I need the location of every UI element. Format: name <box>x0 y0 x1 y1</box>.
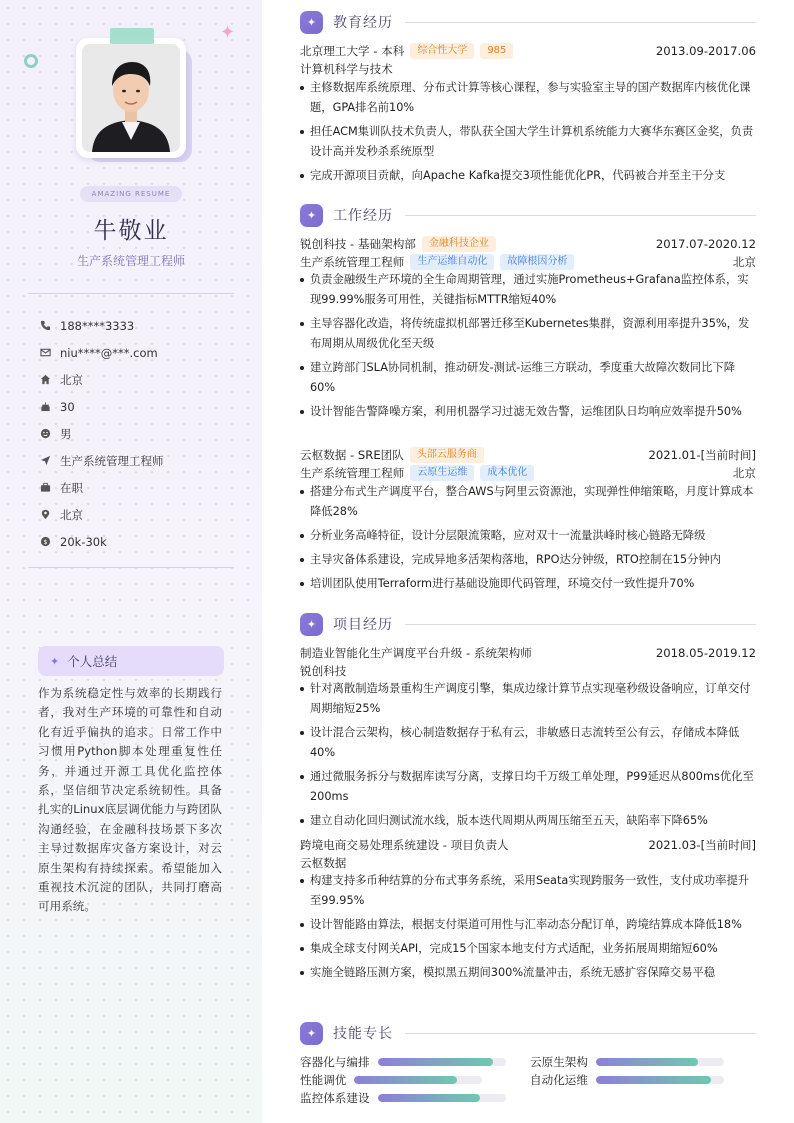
divider <box>28 293 234 294</box>
phone-icon <box>40 320 60 331</box>
sidebar <box>0 0 262 1123</box>
list-item: 构建支持多币种结算的分布式事务系统，采用Seata实现跨服务一致性，支付成功率提升至99.95% <box>300 871 756 911</box>
role-tag: 故障根因分析 <box>500 254 574 270</box>
divider <box>28 567 234 568</box>
project-bullets <box>300 679 756 835</box>
contact-info-list <box>40 312 164 555</box>
skill-item: 云原生架构 <box>530 1054 724 1070</box>
project-period: 2021.03-[当前时间] <box>648 838 756 852</box>
education-school-row: 北京理工大学 - 本科 综合性大学 985 2013.09-2017.06 <box>300 44 756 58</box>
skill-bar-fill <box>596 1076 711 1084</box>
job-bullets <box>300 482 756 598</box>
job-city: 北京 <box>732 255 756 269</box>
list-item: 分析业务高峰特征，设计分层限流策略，应对双十一流量洪峰时核心链路无降级 <box>300 526 756 546</box>
skill-item: 自动化运维 <box>530 1072 724 1088</box>
list-item: 主修数据库系统原理、分布式计算等核心课程，参与实验室主导的国产数据库内核优化课题，GPA排名前10% <box>300 78 756 118</box>
info-age: 30 <box>40 393 164 420</box>
section-education-heading: ✦ 教育经历 <box>300 10 756 34</box>
section-divider <box>405 22 756 23</box>
info-status: 在职 <box>40 474 164 501</box>
svg-text:$: $ <box>43 537 48 546</box>
list-item: 集成全球支付网关API，完成15个国家本地支付方式适配，业务拓展周期缩短60% <box>300 939 756 959</box>
info-salary: $ 20k-30k <box>40 528 164 555</box>
list-item: 培训团队使用Terraform进行基础设施即代码管理，环境交付一致性提升70% <box>300 574 756 594</box>
section-sparkle-icon: ✦ <box>300 11 323 34</box>
summary-heading: ✦ 个人总结 <box>38 646 224 676</box>
list-item: 设计智能路由算法，根据支付渠道可用性与汇率动态分配订单，跨境结算成本降低18% <box>300 915 756 935</box>
list-item: 通过微服务拆分与数据库读写分离，支撑日均千万级工单处理，P99延迟从800ms优化至200ms <box>300 767 756 807</box>
project-org: 锐创科技 <box>300 664 347 678</box>
home-icon <box>40 374 60 385</box>
project-name-row: 制造业智能化生产调度平台升级 - 系统架构师 2018.05-2019.12 <box>300 646 756 660</box>
role-tag: 生产运维自动化 <box>410 254 494 270</box>
info-email: niu****@***.com <box>40 339 164 366</box>
info-phone: 188****3333 <box>40 312 164 339</box>
role-tag: 云原生运维 <box>410 465 474 481</box>
sparkle-icon: ✦ <box>220 22 236 43</box>
skill-bar-fill <box>596 1058 698 1066</box>
project-bullets <box>300 871 756 987</box>
list-item: 建立跨部门SLA协同机制，推动研发-测试-运维三方联动，季度重大故障次数同比下降60% <box>300 358 756 398</box>
job-role-row: 生产系统管理工程师 生产运维自动化 故障根因分析 北京 <box>300 255 756 269</box>
project-org: 云枢数据 <box>300 856 347 870</box>
list-item: 搭建分布式生产调度平台，整合AWS与阿里云资源池，实现弹性伸缩策略，月度计算成本降低28% <box>300 482 756 522</box>
job-bullets <box>300 270 756 426</box>
section-divider <box>405 215 756 216</box>
company-tag: 金融科技企业 <box>422 236 496 252</box>
job-period: 2017.07-2020.12 <box>655 237 756 251</box>
resume-badge: AMAZING RESUME <box>80 186 182 202</box>
candidate-name: 牛敬业 <box>93 218 169 244</box>
list-item: 主导灾备体系建设，完成异地多活架构落地，RPO达分钟级，RTO控制在15分钟内 <box>300 550 756 570</box>
skill-item: 容器化与编排 <box>300 1054 506 1070</box>
section-sparkle-icon: ✦ <box>300 613 323 636</box>
job-period: 2021.01-[当前时间] <box>648 448 756 462</box>
role-tag: 成本优化 <box>480 465 534 481</box>
section-skills-heading: ✦ 技能专长 <box>300 1021 756 1045</box>
skill-item: 性能调优 <box>300 1072 482 1088</box>
school-tag: 综合性大学 <box>410 43 474 59</box>
education-period: 2013.09-2017.06 <box>655 44 756 58</box>
section-projects-heading: ✦ 项目经历 <box>300 612 756 636</box>
info-city: 北京 <box>40 501 164 528</box>
list-item: 担任ACM集训队技术负责人，带队获全国大学生计算机系统能力大赛华东赛区金奖，负责设计高并发秒杀系统原型 <box>300 122 756 162</box>
list-item: 完成开源项目贡献，向Apache Kafka提交3项性能优化PR，代码被合并至主干分支 <box>300 166 756 186</box>
job-city: 北京 <box>732 466 756 480</box>
info-gender: 男 <box>40 420 164 447</box>
skill-bar-fill <box>354 1076 456 1084</box>
info-home: 北京 <box>40 366 164 393</box>
job-company-row: 云枢数据 - SRE团队 头部云服务商 2021.01-[当前时间] <box>300 448 756 462</box>
list-item: 针对离散制造场景重构生产调度引擎，集成边缘计算节点实现毫秒级设备响应，订单交付周期缩短25% <box>300 679 756 719</box>
candidate-title: 生产系统管理工程师 <box>76 254 185 268</box>
salary-icon <box>40 536 60 547</box>
location-icon <box>40 509 60 520</box>
company-tag: 头部云服务商 <box>410 447 484 463</box>
list-item: 设计混合云架构，核心制造数据存于私有云，非敏感日志流转至公有云，存储成本降低40% <box>300 723 756 763</box>
skill-item: 监控体系建设 <box>300 1090 506 1106</box>
photo-frame <box>76 38 186 158</box>
education-major: 计算机科学与技术 <box>300 62 393 76</box>
list-item: 设计智能告警降噪方案，利用机器学习过滤无效告警，运维团队日均响应效率提升50% <box>300 402 756 422</box>
skill-bar-fill <box>378 1058 493 1066</box>
education-bullets <box>300 78 756 190</box>
skill-bar <box>378 1058 506 1066</box>
list-item: 建立自动化回归测试流水线，版本迭代周期从两周压缩至五天，缺陷率下降65% <box>300 811 756 831</box>
project-period: 2018.05-2019.12 <box>655 646 756 660</box>
skill-bar-fill <box>378 1094 480 1102</box>
skill-bar <box>596 1058 724 1066</box>
list-item: 主导容器化改造，将传统虚拟机部署迁移至Kubernetes集群，资源利用率提升35%，发布周期从周级优化至天级 <box>300 314 756 354</box>
gender-icon <box>40 428 60 439</box>
summary-text: 作为系统稳定性与效率的长期践行者，我对生产环境的可靠性和自动化有近乎偏执的追求。日常工作中习惯用Python脚本处理重复性任务，并通过开源工具优化监控体系，坚信细节决定系统韧性。具备扎实的Linux底层调优能力与跨团队沟通经验，在金融科技场景下多次主导过数据库灾备方案设计，对云原生架构有持续探索。希望能加入重视技术沉淀的团队，共同打磨高可用系统。 <box>38 686 222 914</box>
briefcase-icon <box>40 482 60 493</box>
skill-bar <box>378 1094 506 1102</box>
photo-tape <box>110 28 154 44</box>
project-name-row: 跨境电商交易处理系统建设 - 项目负责人 2021.03-[当前时间] <box>300 838 756 852</box>
info-target-position: 生产系统管理工程师 <box>40 447 164 474</box>
skill-bar <box>354 1076 482 1084</box>
section-sparkle-icon: ✦ <box>300 1022 323 1045</box>
section-divider <box>405 624 756 625</box>
decorative-ring-icon <box>24 54 38 68</box>
send-icon <box>40 455 60 466</box>
list-item: 实施全链路压测方案，模拟黑五期间300%流量冲击，系统无感扩容保障交易平稳 <box>300 963 756 983</box>
mail-icon <box>40 347 60 358</box>
skill-bar <box>596 1076 724 1084</box>
job-role-row: 生产系统管理工程师 云原生运维 成本优化 北京 <box>300 466 756 480</box>
list-item: 负责金融级生产环境的全生命周期管理，通过实施Prometheus+Grafana监控体系，实现99.99%服务可用性，关键指标MTTR缩短40% <box>300 270 756 310</box>
sparkle-icon: ✦ <box>50 654 60 668</box>
cake-icon <box>40 401 60 412</box>
job-company-row: 锐创科技 - 基础架构部 金融科技企业 2017.07-2020.12 <box>300 237 756 251</box>
section-work-heading: ✦ 工作经历 <box>300 203 756 227</box>
school-tag: 985 <box>480 43 513 59</box>
section-sparkle-icon: ✦ <box>300 204 323 227</box>
avatar <box>82 44 180 152</box>
section-divider <box>405 1033 756 1034</box>
